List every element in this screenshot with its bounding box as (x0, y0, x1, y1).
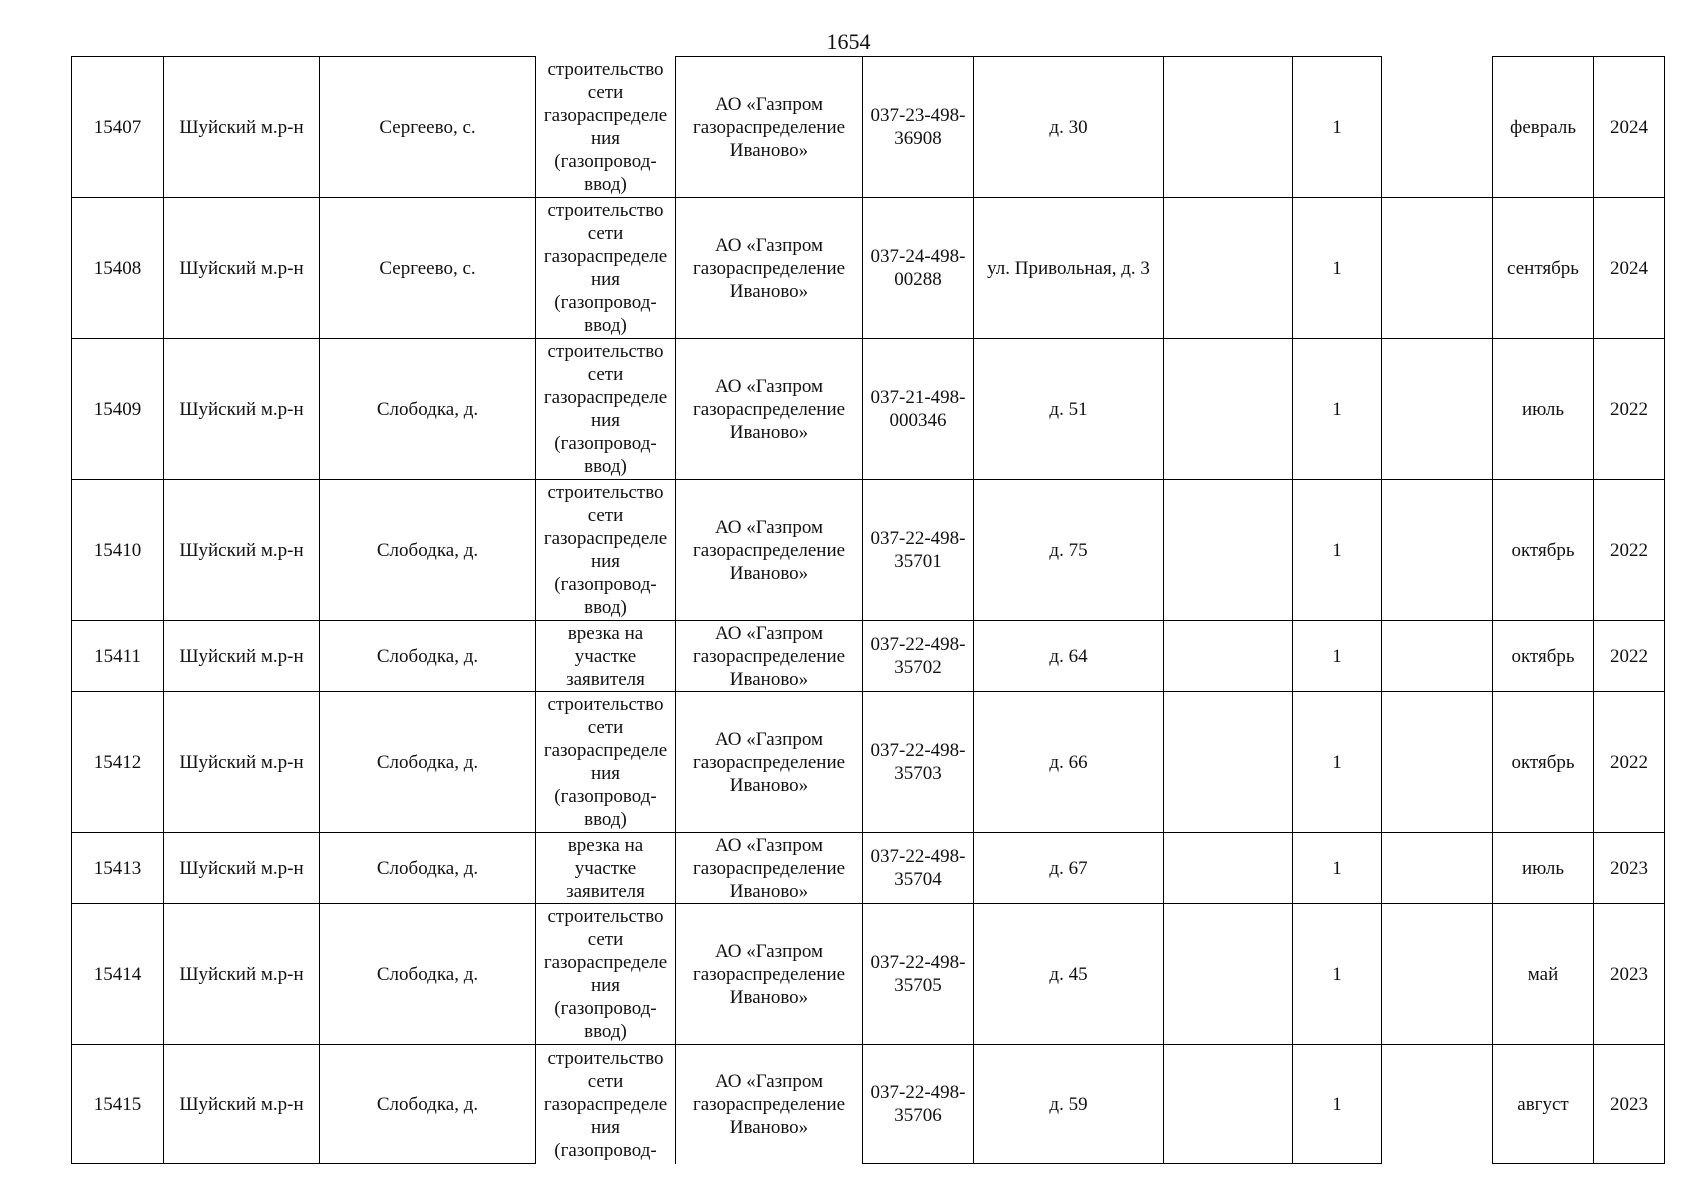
row-number: 15414 (72, 904, 164, 1045)
empty-cell (1382, 1045, 1493, 1164)
empty-cell (1382, 198, 1493, 339)
organization: АО «Газпром газораспределение Иваново» (676, 621, 863, 692)
count: 1 (1293, 833, 1382, 904)
count: 1 (1293, 692, 1382, 833)
empty-cell (1382, 692, 1493, 833)
address: д. 45 (974, 904, 1164, 1045)
application-number: 037-22-498-35706 (863, 1045, 974, 1164)
work-type: строительство сети газораспределения (газопровод-ввод) (536, 480, 676, 621)
district: Шуйский м.р-н (164, 57, 320, 198)
empty-cell (1382, 621, 1493, 692)
work-type: врезка на участке заявителя (536, 621, 676, 692)
row-number: 15415 (72, 1045, 164, 1164)
work-type: строительство сети газораспределения (газопровод- (536, 1045, 676, 1164)
year: 2023 (1594, 1045, 1665, 1164)
organization: АО «Газпром газораспределение Иваново» (676, 1045, 863, 1164)
organization: АО «Газпром газораспределение Иваново» (676, 339, 863, 480)
year: 2022 (1594, 339, 1665, 480)
address: ул. Привольная, д. 3 (974, 198, 1164, 339)
address: д. 67 (974, 833, 1164, 904)
month: октябрь (1493, 480, 1594, 621)
district: Шуйский м.р-н (164, 198, 320, 339)
year: 2024 (1594, 198, 1665, 339)
locality: Слободка, д. (320, 1045, 536, 1164)
address: д. 66 (974, 692, 1164, 833)
address: д. 51 (974, 339, 1164, 480)
locality: Сергеево, с. (320, 198, 536, 339)
month: февраль (1493, 57, 1594, 198)
empty-cell (1382, 339, 1493, 480)
empty-cell (1164, 904, 1293, 1045)
organization: АО «Газпром газораспределение Иваново» (676, 833, 863, 904)
table-row (72, 1045, 1665, 1164)
registry-table (71, 56, 1665, 1164)
year: 2022 (1594, 692, 1665, 833)
district: Шуйский м.р-н (164, 1045, 320, 1164)
organization: АО «Газпром газораспределение Иваново» (676, 480, 863, 621)
application-number: 037-22-498-35705 (863, 904, 974, 1045)
count: 1 (1293, 480, 1382, 621)
locality: Слободка, д. (320, 621, 536, 692)
year: 2022 (1594, 480, 1665, 621)
table-row (72, 904, 1665, 1045)
district: Шуйский м.р-н (164, 339, 320, 480)
address: д. 75 (974, 480, 1164, 621)
work-type: строительство сети газораспределения (газопровод-ввод) (536, 198, 676, 339)
row-number: 15408 (72, 198, 164, 339)
empty-cell (1164, 57, 1293, 198)
locality: Слободка, д. (320, 480, 536, 621)
table-row (72, 57, 1665, 198)
month: июль (1493, 339, 1594, 480)
year: 2022 (1594, 621, 1665, 692)
table-row (72, 692, 1665, 833)
work-type: врезка на участке заявителя (536, 833, 676, 904)
application-number: 037-22-498-35701 (863, 480, 974, 621)
application-number: 037-21-498-000346 (863, 339, 974, 480)
address: д. 64 (974, 621, 1164, 692)
work-type: строительство сети газораспределения (газопровод-ввод) (536, 904, 676, 1045)
row-number: 15407 (72, 57, 164, 198)
month: октябрь (1493, 621, 1594, 692)
district: Шуйский м.р-н (164, 833, 320, 904)
row-number: 15413 (72, 833, 164, 904)
work-type: строительство сети газораспределения (газопровод-ввод) (536, 692, 676, 833)
district: Шуйский м.р-н (164, 904, 320, 1045)
empty-cell (1164, 480, 1293, 621)
year: 2024 (1594, 57, 1665, 198)
district: Шуйский м.р-н (164, 480, 320, 621)
application-number: 037-24-498-00288 (863, 198, 974, 339)
application-number: 037-22-498-35704 (863, 833, 974, 904)
count: 1 (1293, 904, 1382, 1045)
row-number: 15412 (72, 692, 164, 833)
count: 1 (1293, 339, 1382, 480)
locality: Слободка, д. (320, 904, 536, 1045)
empty-cell (1164, 339, 1293, 480)
application-number: 037-22-498-35703 (863, 692, 974, 833)
year: 2023 (1594, 833, 1665, 904)
row-number: 15410 (72, 480, 164, 621)
table-row (72, 621, 1665, 692)
organization: АО «Газпром газораспределение Иваново» (676, 57, 863, 198)
address: д. 59 (974, 1045, 1164, 1164)
empty-cell (1382, 833, 1493, 904)
work-type: строительство сети газораспределения (газопровод-ввод) (536, 57, 676, 198)
month: август (1493, 1045, 1594, 1164)
empty-cell (1164, 1045, 1293, 1164)
count: 1 (1293, 621, 1382, 692)
month: июль (1493, 833, 1594, 904)
work-type: строительство сети газораспределения (газопровод-ввод) (536, 339, 676, 480)
locality: Сергеево, с. (320, 57, 536, 198)
organization: АО «Газпром газораспределение Иваново» (676, 904, 863, 1045)
count: 1 (1293, 57, 1382, 198)
table-row (72, 198, 1665, 339)
empty-cell (1382, 904, 1493, 1045)
empty-cell (1164, 198, 1293, 339)
application-number: 037-22-498-35702 (863, 621, 974, 692)
district: Шуйский м.р-н (164, 692, 320, 833)
address: д. 30 (974, 57, 1164, 198)
count: 1 (1293, 1045, 1382, 1164)
month: октябрь (1493, 692, 1594, 833)
table-row (72, 480, 1665, 621)
count: 1 (1293, 198, 1382, 339)
district: Шуйский м.р-н (164, 621, 320, 692)
organization: АО «Газпром газораспределение Иваново» (676, 198, 863, 339)
row-number: 15411 (72, 621, 164, 692)
month: май (1493, 904, 1594, 1045)
locality: Слободка, д. (320, 692, 536, 833)
locality: Слободка, д. (320, 339, 536, 480)
empty-cell (1164, 621, 1293, 692)
empty-cell (1382, 480, 1493, 621)
page-number: 1654 (826, 29, 871, 54)
row-number: 15409 (72, 339, 164, 480)
application-number: 037-23-498-36908 (863, 57, 974, 198)
empty-cell (1382, 57, 1493, 198)
locality: Слободка, д. (320, 833, 536, 904)
year: 2023 (1594, 904, 1665, 1045)
empty-cell (1164, 833, 1293, 904)
table-row (72, 339, 1665, 480)
month: сентябрь (1493, 198, 1594, 339)
organization: АО «Газпром газораспределение Иваново» (676, 692, 863, 833)
empty-cell (1164, 692, 1293, 833)
table-row (72, 833, 1665, 904)
